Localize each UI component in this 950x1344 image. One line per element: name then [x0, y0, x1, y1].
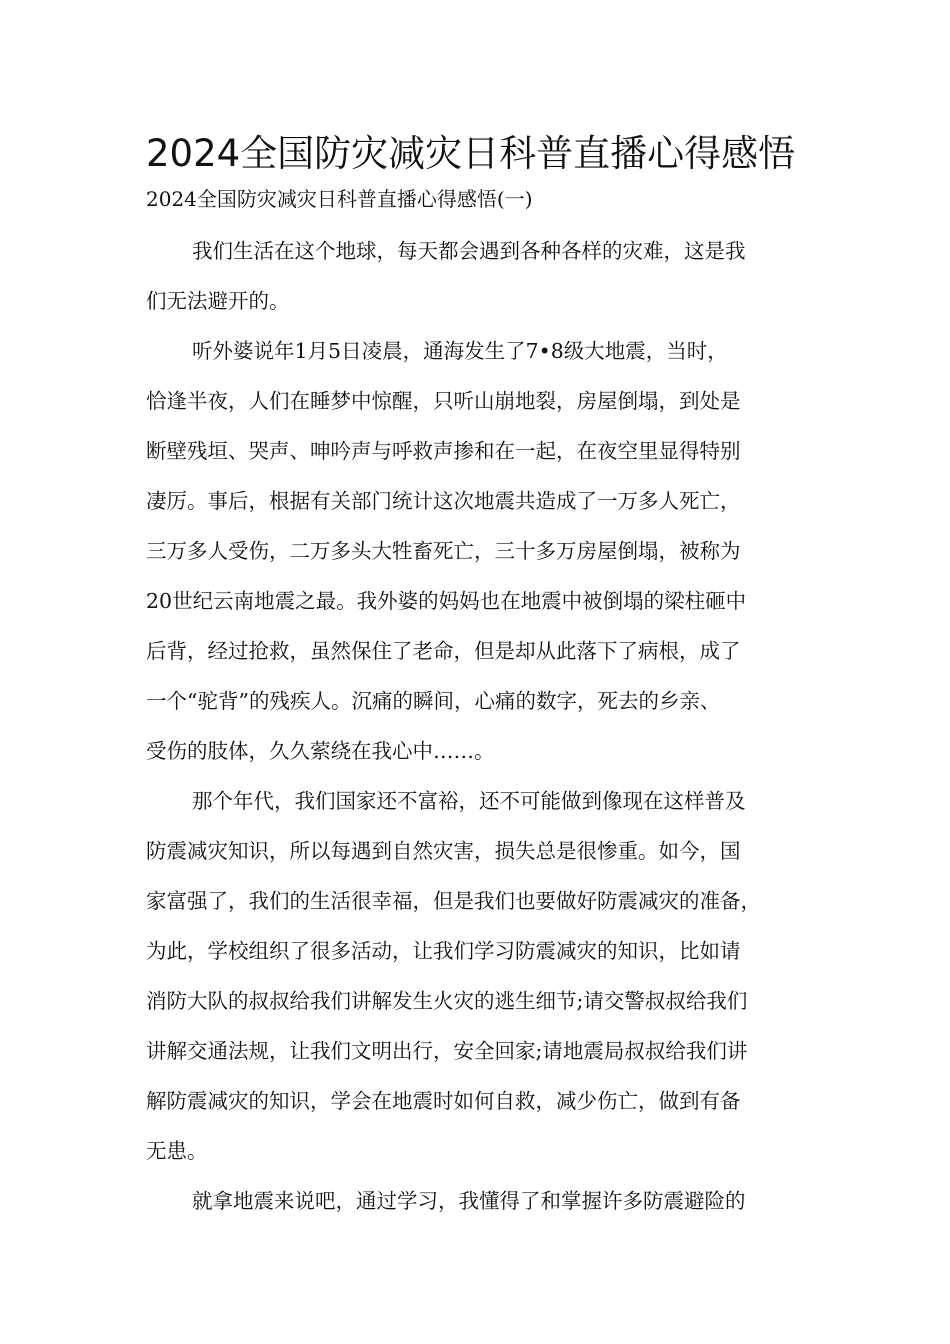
paragraph-line: 三万多人受伤，二万多头大牲畜死亡，三十多万房屋倒塌，被称为	[146, 539, 741, 563]
paragraph-line: 无患。	[146, 1139, 208, 1163]
paragraph-line: 家富强了，我们的生活很幸福，但是我们也要做好防震减灾的准备，	[146, 889, 761, 913]
paragraph-line: 恰逢半夜，人们在睡梦中惊醒，只听山崩地裂，房屋倒塌，到处是	[146, 389, 741, 413]
paragraph-3	[146, 776, 826, 1176]
paragraph-line: 20世纪云南地震之最。我外婆的妈妈也在地震中被倒塌的梁柱砸中	[146, 589, 747, 613]
paragraph-2	[146, 326, 826, 776]
paragraph-line: 凄厉。事后，根据有关部门统计这次地震共造成了一万多人死亡，	[146, 489, 741, 513]
paragraph-line: 后背，经过抢救，虽然保住了老命，但是却从此落下了病根，成了	[146, 639, 741, 663]
paragraph-line: 为此，学校组织了很多活动，让我们学习防震减灾的知识，比如请	[146, 939, 741, 963]
document-title: 2024全国防灾减灾日科普直播心得感悟	[146, 132, 796, 175]
document-body	[146, 226, 826, 1226]
paragraph-line: 们无法避开的。	[146, 289, 290, 313]
paragraph-1	[146, 226, 826, 326]
paragraph-line: 那个年代，我们国家还不富裕，还不可能做到像现在这样普及	[192, 789, 746, 813]
paragraph-line: 消防大队的叔叔给我们讲解发生火灾的逃生细节;请交警叔叔给我们	[146, 989, 748, 1013]
document-subtitle: 2024全国防灾减灾日科普直播心得感悟(一)	[146, 187, 533, 211]
paragraph-line: 我们生活在这个地球，每天都会遇到各种各样的灾难，这是我	[192, 239, 746, 263]
paragraph-line: 就拿地震来说吧，通过学习，我懂得了和掌握许多防震避险的	[192, 1189, 746, 1213]
paragraph-line: 防震减灾知识，所以每遇到自然灾害，损失总是很惨重。如今，国	[146, 839, 741, 863]
paragraph-line: 受伤的肢体，久久萦绕在我心中……。	[146, 739, 495, 763]
paragraph-4	[146, 1176, 826, 1226]
paragraph-line: 讲解交通法规，让我们文明出行，安全回家;请地震局叔叔给我们讲	[146, 1039, 748, 1063]
paragraph-line: 解防震减灾的知识，学会在地震时如何自救，减少伤亡，做到有备	[146, 1089, 741, 1113]
paragraph-line: 听外婆说年1月5日凌晨，通海发生了7•8级大地震，当时，	[192, 339, 728, 363]
paragraph-line: 一个“驼背”的残疾人。沉痛的瞬间，心痛的数字，死去的乡亲、	[146, 689, 721, 713]
paragraph-line: 断壁残垣、哭声、呻吟声与呼救声掺和在一起，在夜空里显得特别	[146, 439, 741, 463]
